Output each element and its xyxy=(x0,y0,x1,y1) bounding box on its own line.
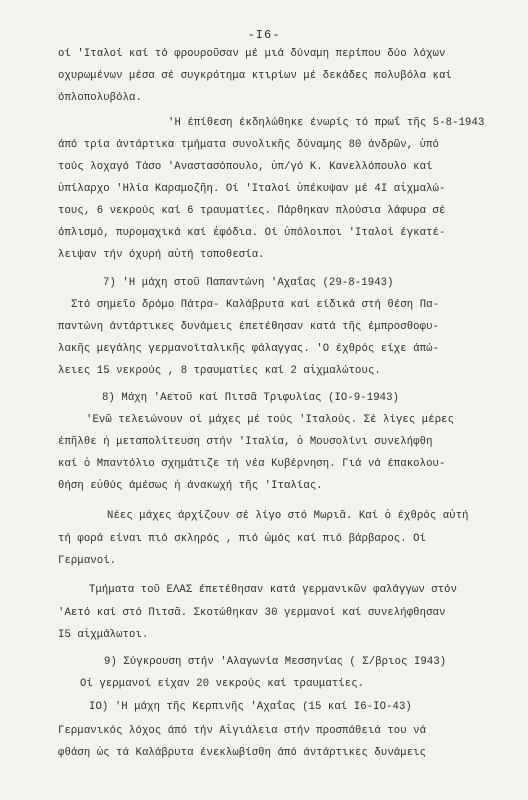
page-number: -I6- xyxy=(247,28,281,42)
text-line: τούς λοχαγό Τάσο 'Αναστασόπουλο, ὑπ/γό Κ. Κανελλόπουλο καί xyxy=(58,161,433,173)
section-heading: 9) Σύγκρουση στήν 'Αλαγωνία Μεσσηνίας ( Σ/βριος I943) xyxy=(104,656,447,668)
text-line: θήση εὐθύς άμέσως ἡ άνακωχή τῆς 'Ιταλίας. xyxy=(58,480,323,492)
text-line: Οί γερμανοί είχαν 20 νεκρούς καί τραυματίες. xyxy=(80,678,365,690)
text-line: φθάση ὡς τά Καλάβρυτα ένεκλωβίσθη άπό άντάρτικες δυνάμεις xyxy=(58,747,427,759)
text-line: παντώνη άντάρτικες δυνάμεις έπετέθησαν κατά τῆς έμπροσθοφυ- xyxy=(58,321,439,333)
text-line: 'Η έπίθεση έκδηλώθηκε ένωρίς τό πρωΐ τῆς 5-8-1943 xyxy=(168,117,485,129)
text-line: έπῆλθε ἡ μεταπολίτευση στήν 'Ιταλία, ὁ Μουσολίνι συνελήφθη xyxy=(58,436,433,448)
text-line: καί ὁ Μπαντόλιο σχημάτιζε τή νέα Κυβέρνηση. Γιά νά έπακολου- xyxy=(58,458,446,470)
section-heading: 8) Μάχη 'Αετοῦ καί Πιτσᾶ Τριφυλίας (IO-9-1943) xyxy=(102,392,400,404)
text-line: I5 αἰχμάλωτοι. xyxy=(58,629,149,641)
text-line: τους, 6 νεκρούς καί 6 τραυματίες. Πάρθηκαν πλούσια λάφυρα σέ xyxy=(58,205,446,217)
text-line: όπλισμό, πυρομαχικά καί ἐφόδια. Οί ὑπόλοιποι 'Ιταλοί έγκατέ- xyxy=(58,227,446,239)
text-line: άπό τρία άντάρτικα τμήματα συνολικῆς δύναμης 80 άνδρῶν, ὑπό xyxy=(58,139,439,151)
text-line: ὑπίλαρχο 'Ηλία Καραμοζῆη. Οί 'Ιταλοί ὑπέκυψαν μέ 4I αἰχμαλώ- xyxy=(58,183,446,195)
text-line: Νέες μάχες άρχίζουν σέ λίγο στό Μωριᾶ. Καί ὁ έχθρός αὐτή xyxy=(107,510,469,522)
text-line: οί 'Ιταλοί καί τό φρουροῦσαν μέ μιά δύναμη περίπου δύο λόχων xyxy=(58,48,446,60)
text-line: Τμήματα τοῦ ΕΛΑΣ έπετέθησαν κατά γερμανικῶν φαλάγγων στόν xyxy=(89,584,458,596)
text-line: Γερμανικός λόχος άπό τήν Αἰγιάλεια στήν προσπάθειά του νά xyxy=(58,725,427,737)
text-line: Γερμανοί. xyxy=(58,555,117,567)
text-line: λακῆς μεγάλης γερμανοϊταλικῆς φάλαγγας. 'Ο έχθρός είχε άπώ- xyxy=(58,343,439,355)
text-line: Στό σημεῖο δρόμο Πάτρα- Καλάβρυτα καί είδικά στή θέση Πα- xyxy=(71,299,440,311)
section-heading: IO) 'Η μάχη τῆς Κερπινῆς 'Αχαΐας (15 καί I6-IO-43) xyxy=(89,701,412,713)
text-line: λειες 15 νεκρούς , 8 τραυματίες καί 2 αἰχμαλώτους. xyxy=(58,365,381,377)
text-line: τή φορά είναι πιό σκληρός , πιό ὠμός καί πιό βάρβαρος. Οί xyxy=(58,533,427,545)
text-line: όπλοπολυβόλα. xyxy=(58,92,142,104)
text-line: οχυρωμένων μέσα σέ συγκρότημα κτιρίων μέ δεκάδες πολυβόλα καί xyxy=(58,70,452,82)
text-line: 'Ενῶ τελειώνουν οί μάχες μέ τούς 'Ιταλούς. Σέ λίγες μέρες xyxy=(86,414,455,426)
section-heading: 7) 'Η μάχη στοῦ Παπαντώνη 'Αχαΐας (29-8-1943) xyxy=(103,277,394,289)
text-line: 'Αετό καί στό Πιτσᾶ. Σκοτώθηκαν 30 γερμανοί καί συνελήφθησαν xyxy=(58,607,446,619)
text-line: λειψαν τήν όχυρή αὐτή τοποθεσία. xyxy=(58,249,265,261)
